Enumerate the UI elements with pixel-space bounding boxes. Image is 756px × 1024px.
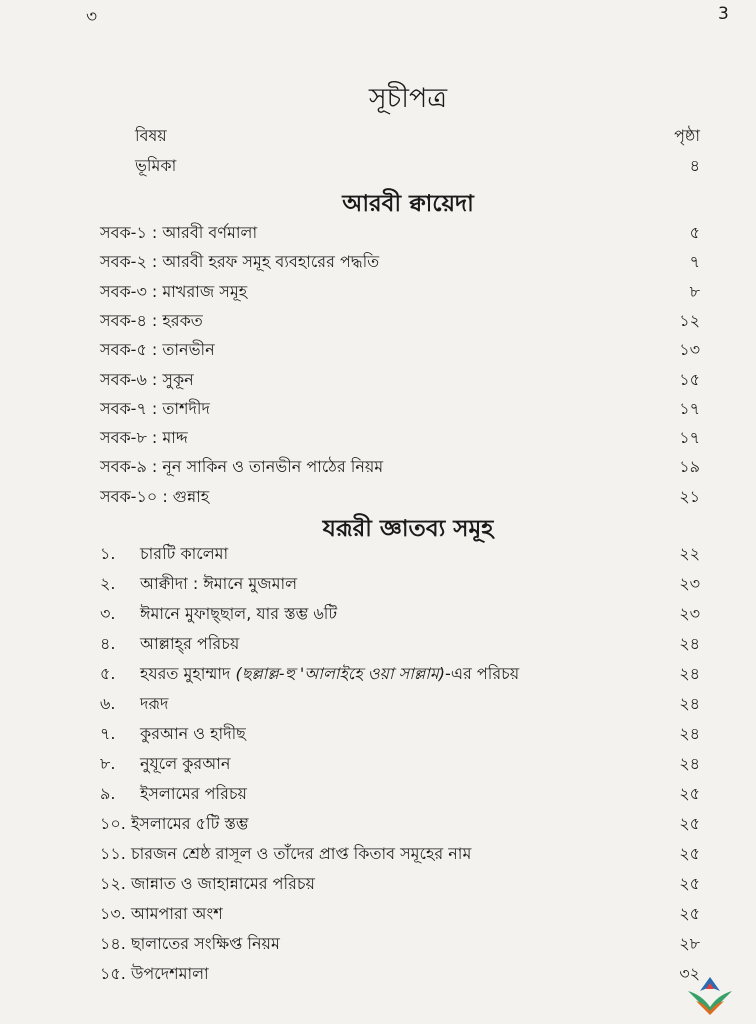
toc-number: ১০. bbox=[100, 814, 126, 833]
toc-number: ১. bbox=[100, 544, 116, 563]
toc-page: ১৫ bbox=[679, 369, 700, 389]
toc-number: ৭. bbox=[100, 724, 116, 743]
toc-page: ২৪ bbox=[679, 754, 700, 773]
toc-row bbox=[100, 540, 700, 568]
toc-number: ১১. bbox=[100, 844, 126, 863]
toc-page: ২৩ bbox=[679, 604, 700, 623]
toc-page: ২৫ bbox=[679, 814, 700, 833]
toc-label: হযরত মুহাম্মাদ bbox=[140, 664, 231, 683]
toc-page: ২৪ bbox=[679, 724, 700, 743]
toc-page: ১২ bbox=[679, 310, 700, 330]
toc-page: ২৪ bbox=[679, 664, 700, 683]
toc-row bbox=[100, 570, 700, 598]
toc-page: ২১ bbox=[679, 486, 700, 506]
toc-label: নুযূলে কুরআন bbox=[140, 754, 231, 773]
toc-number: ২. bbox=[100, 574, 116, 593]
toc-label-italic: (ছল্লাল্ল-হু 'আলাইহে ওয়া সাল্লাম) bbox=[235, 664, 446, 683]
page-header: পৃষ্ঠা bbox=[674, 126, 700, 145]
page-number: 3 bbox=[718, 4, 729, 24]
toc-row bbox=[100, 870, 700, 898]
toc-number: ৯. bbox=[100, 784, 116, 803]
toc-page: ২৪ bbox=[679, 694, 700, 713]
toc-page: ২৮ bbox=[679, 934, 700, 953]
toc-label: ভূমিকা bbox=[135, 156, 177, 175]
section-heading-essentials: যরূরী জ্ঞাতব্য সমূহ bbox=[322, 516, 494, 542]
toc-row bbox=[100, 900, 700, 928]
toc-page: ৪ bbox=[689, 156, 700, 175]
toc-row bbox=[100, 278, 700, 306]
toc-page: ৭ bbox=[689, 252, 700, 272]
toc-row bbox=[100, 219, 700, 247]
toc-page: ১৯ bbox=[679, 457, 700, 477]
page-title: সূচীপত্র bbox=[368, 83, 448, 114]
toc-label: আক্বীদা : ঈমানে মুজমাল bbox=[140, 574, 298, 593]
toc-row bbox=[100, 960, 700, 988]
toc-page: ১৭ bbox=[679, 428, 700, 448]
toc-number: ৫. bbox=[100, 664, 116, 683]
subject-header: বিষয় bbox=[135, 126, 167, 145]
toc-label: সবক-৩ : মাখরাজ সমূহ bbox=[100, 281, 248, 301]
toc-row bbox=[100, 453, 700, 481]
toc-row bbox=[100, 600, 700, 628]
toc-label: সবক-৫ : তানভীন bbox=[100, 340, 215, 360]
toc-label: সবক-৬ : সুকূন bbox=[100, 369, 194, 389]
toc-label: জান্নাত ও জাহান্নামের পরিচয় bbox=[130, 874, 315, 893]
toc-number: ৪. bbox=[100, 634, 116, 653]
toc-number: ১৪. bbox=[100, 934, 126, 953]
page-number-bengali: ৩ bbox=[86, 7, 98, 27]
toc-label: ছালাতের সংক্ষিপ্ত নিয়ম bbox=[130, 934, 280, 953]
toc-row bbox=[100, 424, 700, 452]
toc-row-intro bbox=[135, 152, 700, 180]
toc-row bbox=[100, 483, 700, 511]
toc-label: সবক-৮ : মাদ্দ bbox=[100, 428, 188, 448]
toc-label: ঈমানে মুফাছ্ছাল, যার স্তম্ভ ৬টি bbox=[140, 604, 338, 623]
toc-row bbox=[100, 720, 700, 748]
section-heading-arabic-qaida: আরবী ক্বায়েদা bbox=[342, 191, 474, 217]
toc-row bbox=[100, 660, 700, 688]
toc-label: ইসলামের পরিচয় bbox=[140, 784, 247, 803]
toc-label: সবক-৯ : নূন সাকিন ও তানভীন পাঠের নিয়ম bbox=[100, 457, 384, 477]
toc-label: সবক-২ : আরবী হরফ সমূহ ব্যবহারের পদ্ধতি bbox=[100, 252, 380, 272]
toc-row bbox=[100, 630, 700, 658]
toc-row bbox=[100, 307, 700, 335]
toc-row bbox=[100, 336, 700, 364]
toc-row bbox=[100, 690, 700, 718]
toc-row bbox=[100, 366, 700, 394]
toc-number: ৩. bbox=[100, 604, 116, 623]
toc-label-suffix: -এর পরিচয় bbox=[445, 664, 520, 683]
toc-row bbox=[100, 930, 700, 958]
toc-page: ৮ bbox=[689, 281, 700, 301]
publisher-logo bbox=[684, 975, 736, 1015]
toc-label: চারজন শ্রেষ্ঠ রাসূল ও তাঁদের প্রাপ্ত কিতাব সমূহের নাম bbox=[130, 844, 472, 863]
toc-row bbox=[100, 810, 700, 838]
toc-label: দরূদ bbox=[140, 694, 169, 713]
toc-page: ২৫ bbox=[679, 844, 700, 863]
toc-label: আল্লাহ্‌র পরিচয় bbox=[140, 634, 240, 653]
toc-page: ২৫ bbox=[679, 784, 700, 803]
toc-label: সবক-৭ : তাশদীদ bbox=[100, 398, 210, 418]
toc-label: সবক-১ : আরবী বর্ণমালা bbox=[100, 223, 258, 242]
toc-label: কুরআন ও হাদীছ bbox=[140, 724, 246, 743]
toc-page: ২৪ bbox=[679, 634, 700, 653]
toc-page: ৫ bbox=[689, 223, 700, 242]
toc-label: উপদেশমালা bbox=[130, 964, 209, 983]
toc-page: ৩২ bbox=[679, 964, 700, 983]
toc-page: ২২ bbox=[679, 544, 700, 563]
toc-number: ৬. bbox=[100, 694, 116, 713]
toc-page: ১৩ bbox=[679, 340, 700, 360]
toc-label: চারটি কালেমা bbox=[140, 544, 229, 563]
toc-page: ২৫ bbox=[679, 904, 700, 923]
toc-row bbox=[100, 248, 700, 276]
toc-label: আমপারা অংশ bbox=[130, 904, 223, 923]
toc-number: ৮. bbox=[100, 754, 116, 773]
toc-label: ইসলামের ৫টি স্তম্ভ bbox=[130, 814, 249, 833]
toc-page: ২৩ bbox=[679, 574, 700, 593]
toc-number: ১২. bbox=[100, 874, 126, 893]
toc-row bbox=[100, 780, 700, 808]
toc-page: ২৫ bbox=[679, 874, 700, 893]
toc-row bbox=[100, 395, 700, 423]
toc-number: ১৫. bbox=[100, 964, 126, 983]
toc-row bbox=[100, 750, 700, 778]
toc-row bbox=[100, 840, 700, 868]
toc-header bbox=[135, 122, 700, 150]
toc-page: ১৭ bbox=[679, 398, 700, 418]
toc-label: সবক-৪ : হরকত bbox=[100, 310, 203, 330]
toc-label: সবক-১০ : গুন্নাহ bbox=[100, 486, 210, 506]
toc-number: ১৩. bbox=[100, 904, 126, 923]
